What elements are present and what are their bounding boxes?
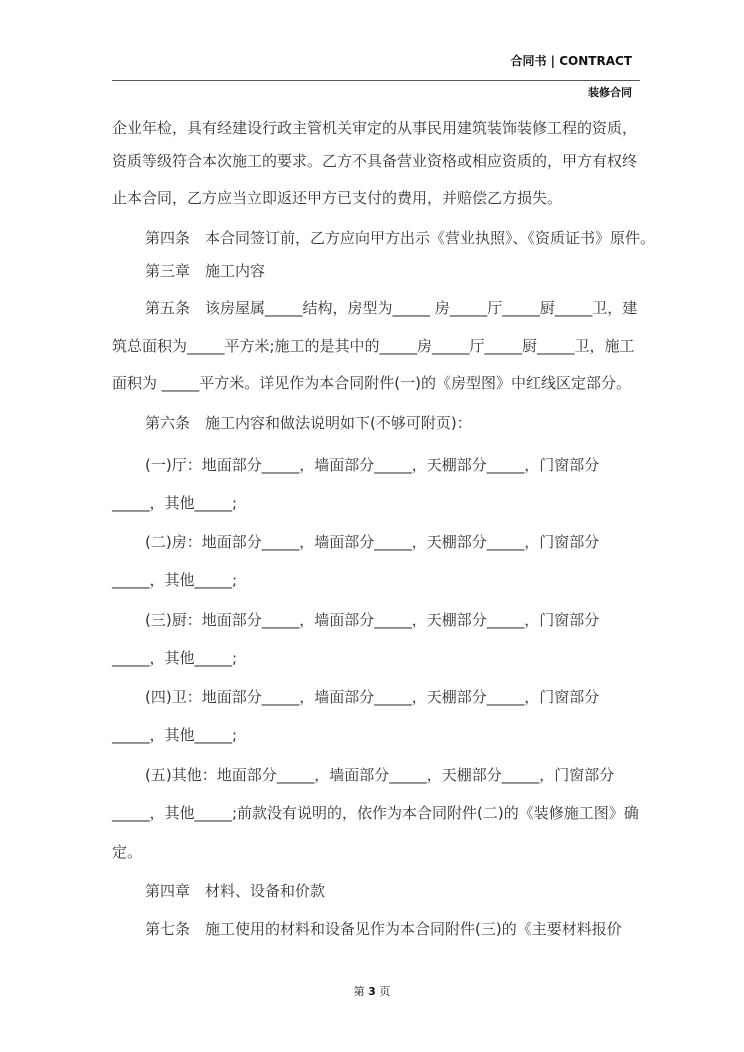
- header-subtitle: 装修合同: [588, 86, 632, 99]
- list-item-continuation: _____，其他_____;: [112, 571, 238, 589]
- list-item-continuation: _____，其他_____;: [112, 726, 238, 744]
- chapter-heading: 第四章 材料、设备和价款: [145, 882, 326, 900]
- header-divider: [112, 80, 640, 81]
- page-suffix: 页: [379, 985, 391, 998]
- page-prefix: 第: [353, 985, 365, 998]
- article-heading: 第五条 该房屋属_____结构，房型为_____ 房_____厅_____厨_____卫，建: [145, 299, 638, 317]
- page-number: 3: [368, 985, 376, 998]
- body-line: 止本合同，乙方应当立即返还甲方已支付的费用，并赔偿乙方损失。: [112, 189, 563, 207]
- list-item-continuation: _____，其他_____;: [112, 649, 238, 667]
- list-item: (四)卫：地面部分_____，墙面部分_____，天棚部分_____，门窗部分: [145, 688, 600, 706]
- list-item-continuation: _____，其他_____;前款没有说明的，依作为本合同附件(二)的《装修施工图》确: [112, 804, 639, 822]
- article-heading: 第四条 本合同签订前，乙方应向甲方出示《营业执照》、《资质证书》原件。: [145, 229, 656, 247]
- list-item: (五)其他：地面部分_____，墙面部分_____，天棚部分_____，门窗部分: [145, 766, 615, 784]
- list-item: (一)厅：地面部分_____，墙面部分_____，天棚部分_____，门窗部分: [145, 456, 600, 474]
- list-item: (三)厨：地面部分_____，墙面部分_____，天棚部分_____，门窗部分: [145, 611, 600, 629]
- header-title: 合同书 | CONTRACT: [510, 54, 632, 68]
- list-item: (二)房：地面部分_____，墙面部分_____，天棚部分_____，门窗部分: [145, 533, 600, 551]
- page-footer: [0, 983, 744, 999]
- list-item-continuation: _____，其他_____;: [112, 494, 238, 512]
- article-heading: 第六条 施工内容和做法说明如下(不够可附页)：: [145, 414, 472, 432]
- article-heading: 第七条 施工使用的材料和设备见作为本合同附件(三)的《主要材料报价: [145, 920, 622, 938]
- list-item-continuation: 定。: [112, 843, 143, 861]
- body-line: 企业年检，具有经建设行政主管机关审定的从事民用建筑装饰装修工程的资质，: [112, 119, 638, 137]
- chapter-heading: 第三章 施工内容: [145, 262, 266, 280]
- body-line: 筑总面积为_____平方米;施工的是其中的_____房_____厅_____厨_____卫，施工: [112, 337, 635, 355]
- body-line: 资质等级符合本次施工的要求。乙方不具备营业资格或相应资质的，甲方有权终: [112, 152, 638, 170]
- body-line: 面积为 _____平方米。详见作为本合同附件(一)的《房型图》中红线区定部分。: [112, 374, 631, 392]
